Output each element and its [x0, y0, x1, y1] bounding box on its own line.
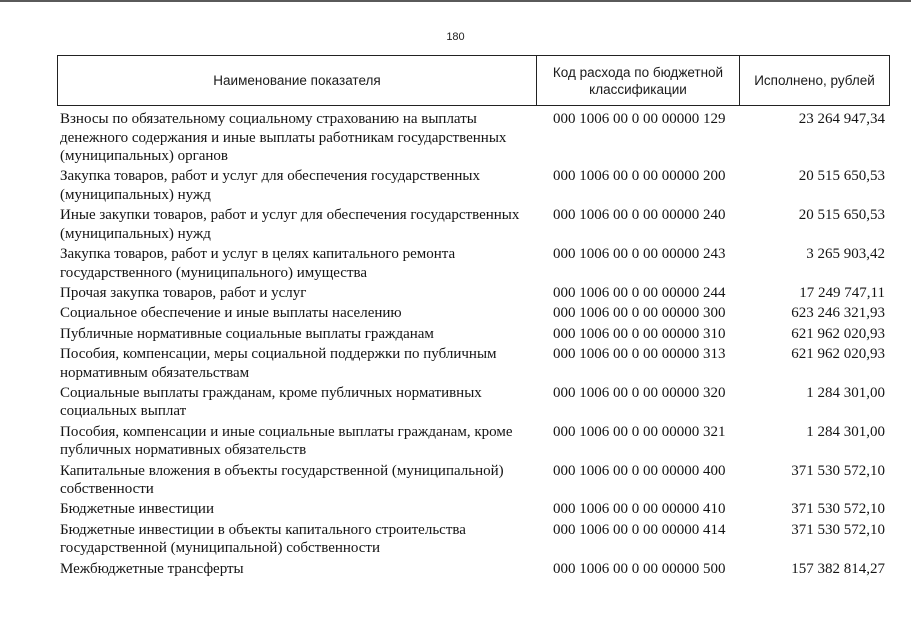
table-row	[57, 384, 890, 423]
executed-amount-cell: 371 530 572,10	[791, 462, 885, 479]
executed-amount-cell: 20 515 650,53	[798, 207, 885, 224]
table-row	[57, 304, 890, 324]
indicator-name-cell: Пособия, компенсации, меры социальной поддержки по публичным нормативным обязательствам	[60, 345, 497, 381]
indicator-name-cell: Закупка товаров, работ и услуг для обеспечения государственных (муниципальных) нужд	[60, 168, 481, 204]
table-row	[57, 521, 890, 560]
table-row	[57, 167, 890, 206]
executed-amount-cell: 621 962 020,93	[791, 345, 885, 362]
indicator-name-cell: Капитальные вложения в объекты государственной (муниципальной) собственности	[60, 462, 504, 498]
budget-code-cell: 000 1006 00 0 00 00000 313	[553, 345, 726, 362]
budget-code-cell: 000 1006 00 0 00 00000 310	[553, 325, 726, 342]
budget-code-cell: 000 1006 00 0 00 00000 129	[553, 111, 726, 127]
header-code-column: Код расхода по бюджетной классификации	[537, 56, 740, 105]
table-row	[57, 345, 890, 384]
executed-amount-cell: 371 530 572,10	[791, 501, 885, 518]
budget-code-cell: 000 1006 00 0 00 00000 500	[553, 560, 726, 577]
indicator-name-cell: Бюджетные инвестиции	[60, 501, 214, 518]
indicator-name-cell: Прочая закупка товаров, работ и услуг	[60, 285, 307, 302]
indicator-name-cell: Социальное обеспечение и иные выплаты населению	[60, 305, 402, 322]
executed-amount-cell: 17 249 747,11	[799, 285, 885, 302]
table-row	[57, 423, 890, 462]
indicator-name-cell: Социальные выплаты гражданам, кроме публичных нормативных социальных выплат	[60, 384, 482, 420]
scan-edge-line	[0, 0, 911, 2]
indicator-name-cell: Иные закупки товаров, работ и услуг для обеспечения государственных (муниципальных) нужд	[60, 207, 520, 242]
executed-amount-cell: 157 382 814,27	[791, 560, 885, 577]
table-row	[57, 500, 890, 520]
budget-code-cell: 000 1006 00 0 00 00000 410	[553, 501, 726, 518]
executed-amount-cell: 20 515 650,53	[798, 168, 885, 185]
executed-amount-cell: 371 530 572,10	[791, 521, 885, 538]
budget-code-cell: 000 1006 00 0 00 00000 321	[553, 423, 726, 440]
executed-amount-cell: 621 962 020,93	[791, 325, 885, 342]
table-row	[57, 462, 890, 501]
budget-code-cell: 000 1006 00 0 00 00000 300	[553, 305, 726, 322]
budget-code-cell: 000 1006 00 0 00 00000 400	[553, 462, 726, 479]
table-row	[57, 245, 890, 284]
indicator-name-cell: Закупка товаров, работ и услуг в целях капитального ремонта государственного (муниципального) имущества	[60, 246, 456, 281]
executed-amount-cell: 623 246 321,93	[791, 305, 885, 322]
table-row	[57, 560, 890, 580]
executed-amount-cell: 23 264 947,34	[798, 111, 885, 127]
budget-code-cell: 000 1006 00 0 00 00000 243	[553, 246, 726, 263]
executed-amount-cell: 1 284 301,00	[806, 384, 885, 401]
indicator-name-cell: Межбюджетные трансферты	[60, 560, 244, 577]
indicator-name-cell: Публичные нормативные социальные выплаты гражданам	[60, 325, 434, 342]
executed-amount-cell: 1 284 301,00	[806, 423, 885, 440]
header-amount-column: Исполнено, рублей	[754, 73, 875, 88]
budget-code-cell: 000 1006 00 0 00 00000 244	[553, 285, 726, 302]
indicator-name-cell: Пособия, компенсации и иные социальные выплаты гражданам, кроме публичных нормативных обязательств	[60, 423, 513, 459]
table-row	[57, 325, 890, 345]
indicator-name-cell: Бюджетные инвестиции в объекты капитального строительства государственной (муниципальной) собственности	[60, 521, 466, 557]
budget-code-cell: 000 1006 00 0 00 00000 200	[553, 168, 726, 185]
budget-code-cell: 000 1006 00 0 00 00000 320	[553, 384, 726, 401]
table-row	[57, 284, 890, 304]
page-number: 180	[446, 31, 465, 43]
table-body	[57, 110, 890, 580]
table-header	[57, 55, 890, 106]
budget-code-cell: 000 1006 00 0 00 00000 240	[553, 207, 726, 224]
executed-amount-cell: 3 265 903,42	[806, 246, 885, 263]
header-name-column: Наименование показателя	[58, 56, 537, 105]
indicator-name-cell: Взносы по обязательному социальному страхованию на выплаты денежного содержания и иные выплаты работникам государственных (муниципальных) органов	[60, 111, 507, 165]
table-row	[57, 206, 890, 245]
table-row	[57, 110, 890, 167]
budget-code-cell: 000 1006 00 0 00 00000 414	[553, 521, 726, 538]
